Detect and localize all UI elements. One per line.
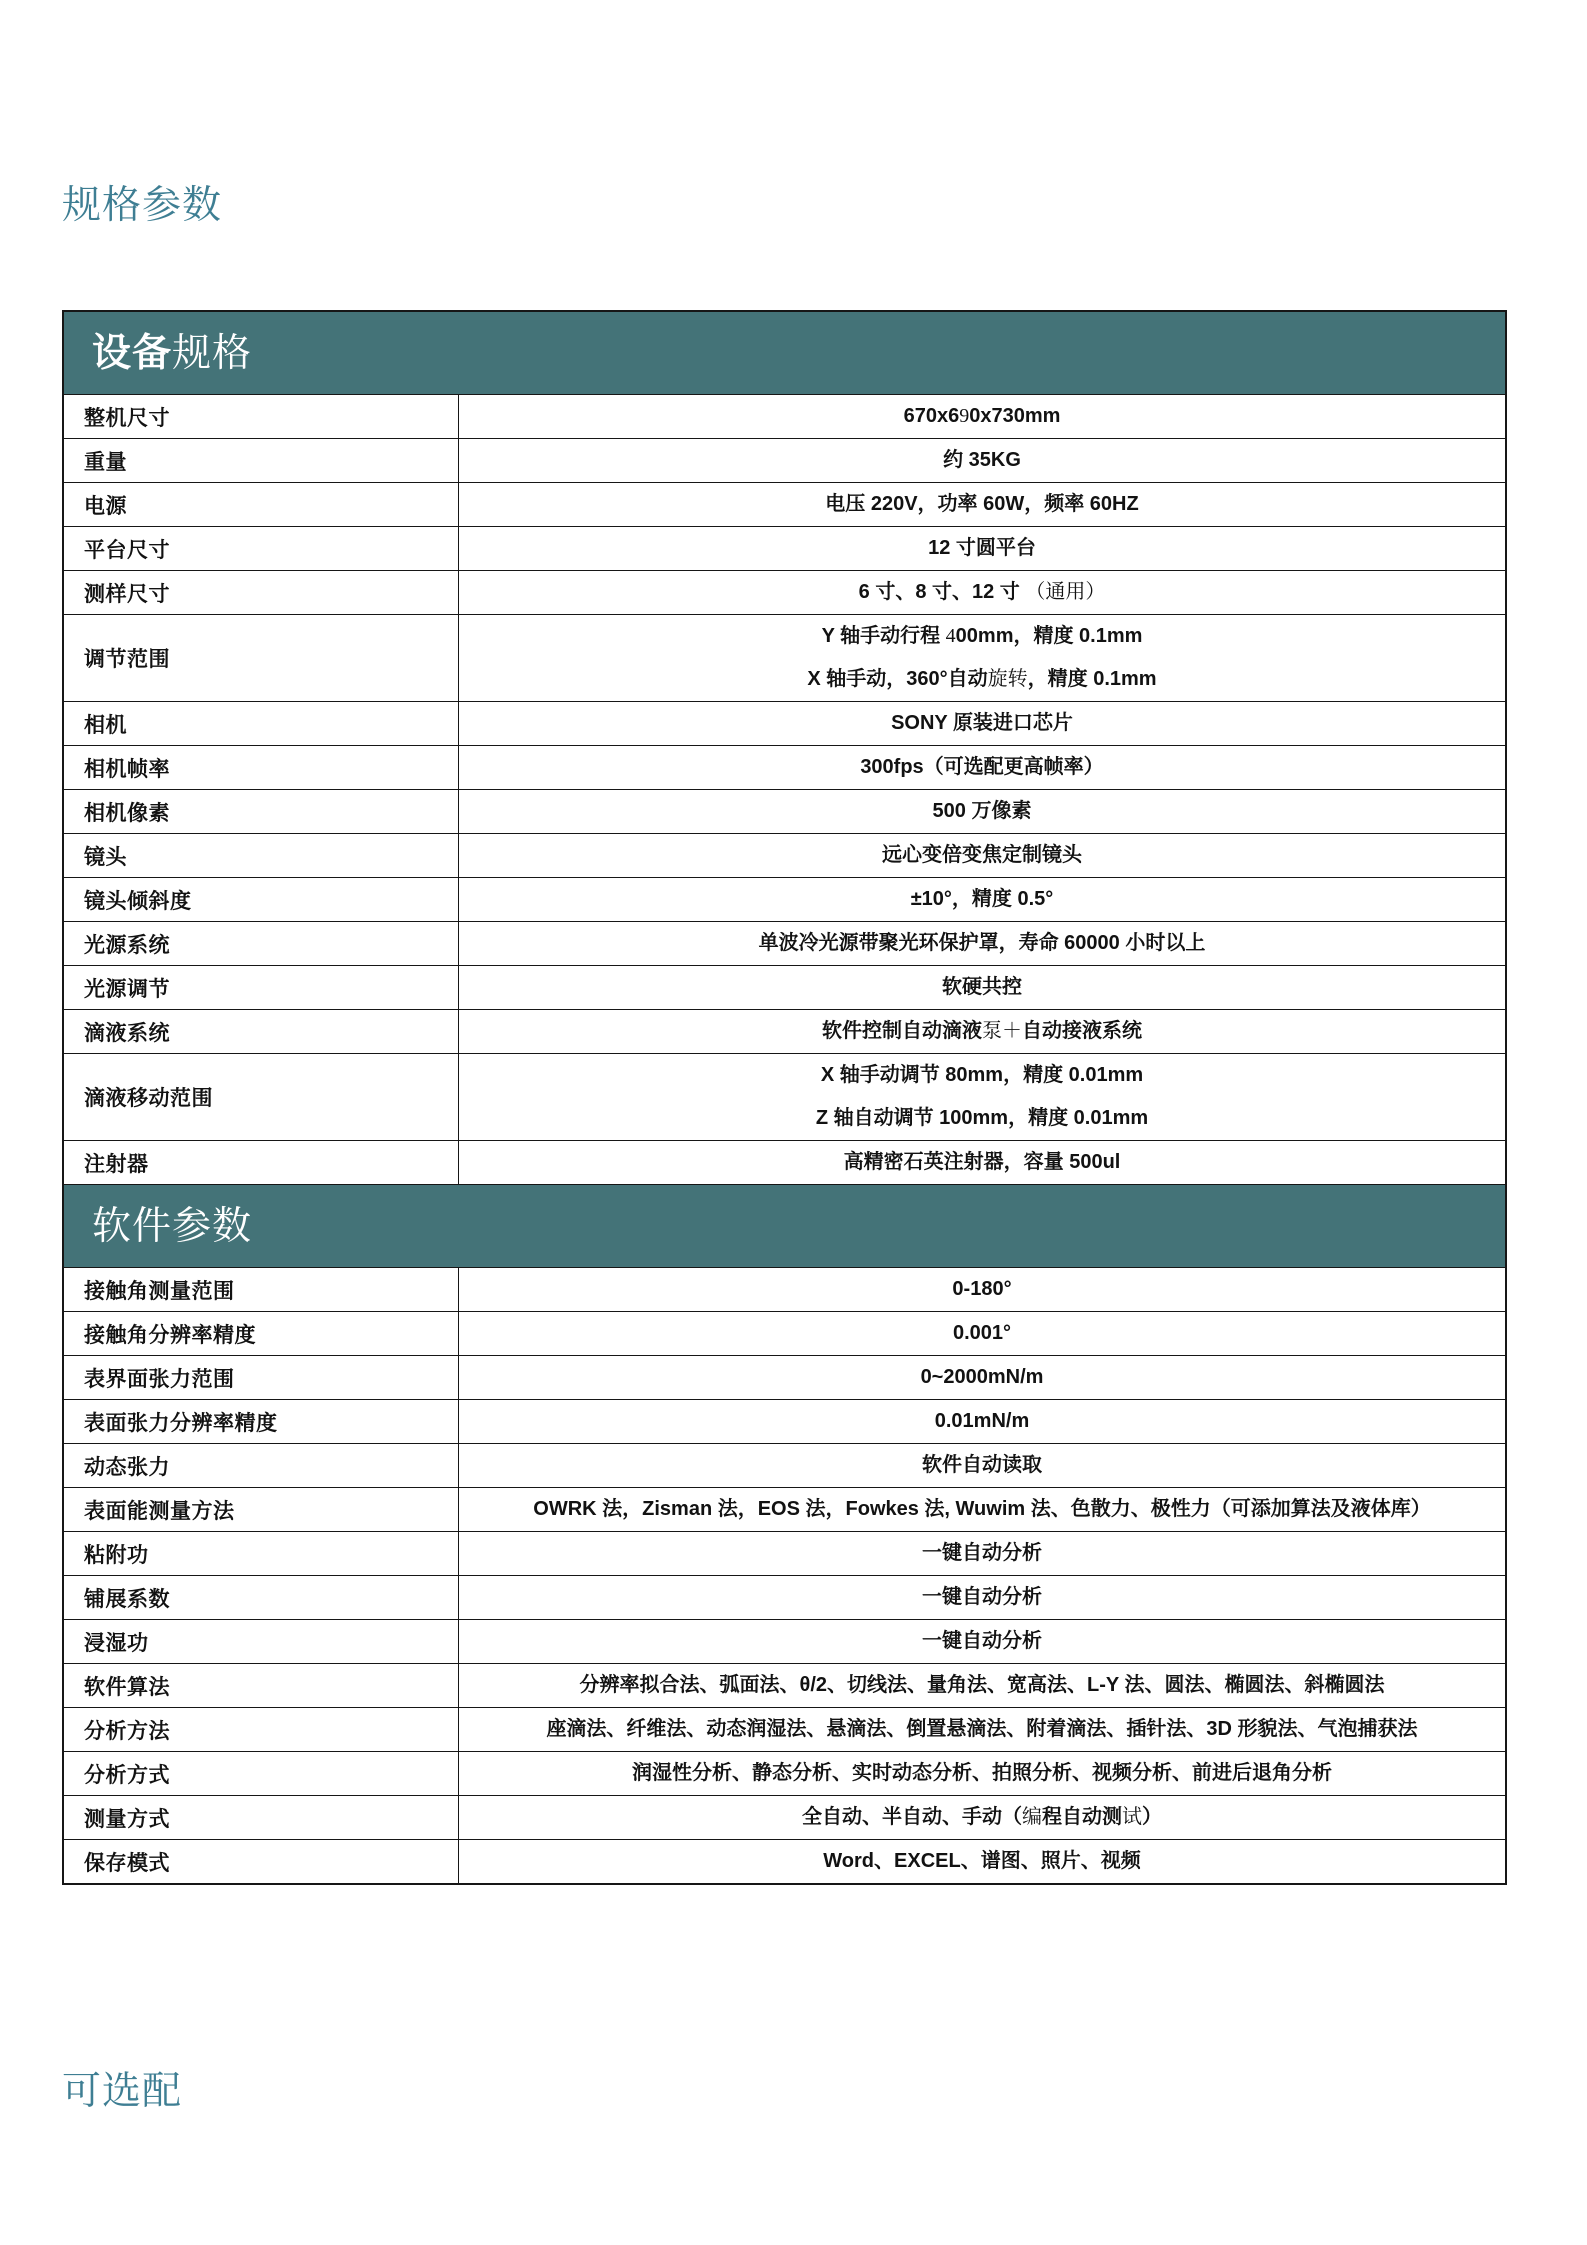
- spec-row-value: [459, 1054, 1505, 1140]
- spec-value-text: 编: [1022, 1806, 1042, 1828]
- spec-value-line: [904, 395, 1061, 438]
- spec-row: [64, 701, 1505, 745]
- spec-row-label: 滴液移动范围: [64, 1054, 459, 1140]
- spec-row: [64, 877, 1505, 921]
- spec-row: [64, 1355, 1505, 1399]
- spec-row-value: [459, 395, 1505, 438]
- spec-value-text: 试: [1122, 1806, 1142, 1828]
- spec-row: [64, 1531, 1505, 1575]
- spec-row-value: [459, 527, 1505, 570]
- spec-row: [64, 570, 1505, 614]
- spec-row-label: 整机尺寸: [64, 395, 459, 438]
- spec-value-line: [533, 1488, 1430, 1531]
- spec-row: [64, 1443, 1505, 1487]
- spec-value-text: 软件自动读取: [922, 1454, 1042, 1476]
- spec-row: [64, 833, 1505, 877]
- spec-row-label: 测样尺寸: [64, 571, 459, 614]
- spec-row-label: 分析方式: [64, 1752, 459, 1795]
- spec-value-text: X 轴手动调节 80mm，精度 0.01mm: [820, 1064, 1144, 1086]
- spec-row: [64, 1839, 1505, 1883]
- spec-row-value: [459, 1708, 1505, 1751]
- spec-row-label: 镜头: [64, 834, 459, 877]
- spec-row-value: [459, 439, 1505, 482]
- spec-value-line: [822, 1010, 1142, 1053]
- spec-row-label: 表面能测量方法: [64, 1488, 459, 1531]
- spec-value-line: [882, 834, 1082, 877]
- spec-row: [64, 1140, 1505, 1184]
- spec-row-value: [459, 483, 1505, 526]
- spec-row-label: 光源系统: [64, 922, 459, 965]
- spec-value-text: 0-180°: [952, 1278, 1012, 1300]
- spec-value-text: 高精密石英注射器，容量 500ul: [843, 1151, 1121, 1173]
- spec-value-text: 旋转: [987, 668, 1028, 690]
- spec-row: [64, 789, 1505, 833]
- spec-row-value: [459, 1010, 1505, 1053]
- spec-value-line: [933, 790, 1032, 833]
- spec-row-label: 滴液系统: [64, 1010, 459, 1053]
- spec-value-line: [921, 1356, 1044, 1399]
- spec-row: [64, 1009, 1505, 1053]
- spec-value-text: 00mm，精度 0.1mm: [955, 625, 1143, 647]
- spec-row-label: 保存模式: [64, 1840, 459, 1883]
- spec-row: [64, 394, 1505, 438]
- spec-value-line: [860, 746, 1103, 789]
- spec-row: [64, 1487, 1505, 1531]
- spec-row-value: [459, 1268, 1505, 1311]
- spec-value-line: [943, 439, 1021, 482]
- spec-row-label: 软件算法: [64, 1664, 459, 1707]
- spec-row-label: 镜头倾斜度: [64, 878, 459, 921]
- spec-value-text: 约 35KG: [943, 449, 1021, 471]
- spec-row-value: [459, 966, 1505, 1009]
- spec-value-line: [802, 1796, 1162, 1839]
- spec-value-line: [911, 878, 1054, 921]
- spec-row-label: 表界面张力范围: [64, 1356, 459, 1399]
- spec-value-text: 全自动、半自动、手动（: [802, 1806, 1022, 1828]
- spec-value-text: ±10°，精度 0.5°: [910, 888, 1054, 910]
- spec-value-line: [632, 1752, 1332, 1795]
- spec-value-text: 0.01mN/m: [934, 1410, 1030, 1432]
- spec-value-text: SONY 原装进口芯片: [891, 712, 1073, 734]
- spec-value-text: 670x6: [903, 405, 960, 427]
- spec-value-text: 远心变倍变焦定制镜头: [882, 844, 1082, 866]
- spec-row: [64, 1707, 1505, 1751]
- spec-row: [64, 745, 1505, 789]
- page-title: 规格参数: [62, 184, 223, 227]
- spec-value-line: [952, 1268, 1011, 1311]
- spec-value-text: 泵＋: [982, 1020, 1022, 1042]
- spec-row-value: [459, 615, 1505, 701]
- spec-row: [64, 1619, 1505, 1663]
- spec-value-text: 润湿性分析、静态分析、实时动态分析、拍照分析、视频分析、前进后退角分析: [632, 1762, 1332, 1784]
- spec-value-text: （通用）: [1025, 581, 1106, 603]
- spec-value-text: 0.001°: [952, 1322, 1012, 1344]
- spec-row-value: [459, 746, 1505, 789]
- spec-row-label: 表面张力分辨率精度: [64, 1400, 459, 1443]
- spec-row: [64, 965, 1505, 1009]
- spec-row: [64, 921, 1505, 965]
- spec-value-line: [546, 1708, 1417, 1751]
- spec-row-label: 相机像素: [64, 790, 459, 833]
- spec-row-value: [459, 1312, 1505, 1355]
- spec-value-text: 自动接液系统: [1022, 1020, 1142, 1042]
- spec-value-line: [928, 527, 1036, 570]
- spec-row: [64, 1751, 1505, 1795]
- spec-value-line: [935, 1400, 1030, 1443]
- spec-value-line: [825, 483, 1138, 526]
- spec-row-label: 重量: [64, 439, 459, 482]
- spec-row-label: 测量方式: [64, 1796, 459, 1839]
- spec-row-value: [459, 1576, 1505, 1619]
- spec-value-line: [816, 1097, 1148, 1140]
- spec-value-text: 0x730mm: [969, 405, 1061, 427]
- spec-value-line: [953, 1312, 1011, 1355]
- spec-value-text: 6 寸、8 寸、12 寸: [858, 581, 1026, 603]
- spec-value-text: 9: [959, 405, 970, 427]
- section-header-label: 软件参数: [92, 1204, 253, 1248]
- spec-row-label: 接触角测量范围: [64, 1268, 459, 1311]
- spec-row-label: 光源调节: [64, 966, 459, 1009]
- section-header-label: 设备: [92, 331, 173, 375]
- spec-value-text: 程自动测: [1042, 1806, 1122, 1828]
- spec-row: [64, 1399, 1505, 1443]
- spec-value-text: 300fps（可选配更高帧率）: [860, 756, 1104, 778]
- spec-value-text: 电压 220V，功率 60W，频率 60HZ: [825, 493, 1139, 515]
- spec-value-line: [922, 1532, 1042, 1575]
- spec-value-text: OWRK 法，Zisman 法，EOS 法，Fowkes 法, Wuwim 法、色散力、极性力（可添加算法及液体库）: [533, 1498, 1431, 1520]
- spec-value-text: 12 寸圆平台: [928, 537, 1036, 559]
- spec-value-text: 4: [945, 625, 956, 647]
- spec-value-line: [942, 966, 1022, 1009]
- spec-row: [64, 438, 1505, 482]
- spec-row-value: [459, 1444, 1505, 1487]
- spec-value-text: 一键自动分析: [922, 1630, 1042, 1652]
- spec-row-value: [459, 790, 1505, 833]
- section-header-software-params: [64, 1184, 1505, 1267]
- spec-value-text: ，精度 0.1mm: [1027, 668, 1157, 690]
- spec-value-text: 0~2000mN/m: [920, 1366, 1044, 1388]
- bottom-title: 可选配: [62, 2070, 183, 2113]
- spec-row-label: 分析方法: [64, 1708, 459, 1751]
- spec-value-text: 分辨率拟合法、弧面法、θ/2、切线法、量角法、宽高法、L-Y 法、圆法、椭圆法、斜椭圆法: [579, 1674, 1385, 1696]
- spec-value-text: ）: [1142, 1806, 1162, 1828]
- spec-row-label: 相机帧率: [64, 746, 459, 789]
- spec-value-line: [823, 1840, 1140, 1883]
- spec-row-label: 粘附功: [64, 1532, 459, 1575]
- spec-row-value: [459, 1400, 1505, 1443]
- spec-row: [64, 614, 1505, 701]
- spec-value-line: [922, 1576, 1042, 1619]
- section-header-label: 规格: [172, 331, 253, 375]
- spec-table: [62, 310, 1507, 1885]
- spec-row-value: [459, 571, 1505, 614]
- spec-value-text: 一键自动分析: [922, 1542, 1042, 1564]
- spec-row-value: [459, 1796, 1505, 1839]
- spec-value-text: 软件控制自动滴液: [822, 1020, 982, 1042]
- spec-row-value: [459, 1141, 1505, 1184]
- spec-value-text: 软硬共控: [942, 976, 1022, 998]
- spec-value-line: [822, 615, 1143, 658]
- spec-row-value: [459, 878, 1505, 921]
- spec-row-label: 注射器: [64, 1141, 459, 1184]
- spec-row-label: 动态张力: [64, 1444, 459, 1487]
- spec-value-line: [844, 1141, 1121, 1184]
- spec-row-label: 调节范围: [64, 615, 459, 701]
- spec-row: [64, 1663, 1505, 1707]
- spec-value-line: [922, 1620, 1042, 1663]
- spec-value-text: 单波冷光源带聚光环保护罩，寿命 60000 小时以上: [758, 932, 1206, 954]
- spec-row: [64, 1267, 1505, 1311]
- section-header-device-specs: [64, 312, 1505, 394]
- spec-value-text: X 轴手动，360°自动: [807, 668, 988, 690]
- spec-row: [64, 526, 1505, 570]
- spec-row-value: [459, 702, 1505, 745]
- spec-value-text: Z 轴自动调节 100mm，精度 0.01mm: [815, 1107, 1149, 1129]
- spec-row: [64, 1795, 1505, 1839]
- spec-value-line: [807, 658, 1156, 701]
- spec-row-label: 铺展系数: [64, 1576, 459, 1619]
- spec-value-line: [759, 922, 1206, 965]
- spec-value-text: 500 万像素: [932, 800, 1032, 822]
- spec-row: [64, 1053, 1505, 1140]
- spec-row-label: 接触角分辨率精度: [64, 1312, 459, 1355]
- spec-value-line: [859, 571, 1106, 614]
- spec-value-text: 一键自动分析: [922, 1586, 1042, 1608]
- spec-row-value: [459, 1840, 1505, 1883]
- spec-row-label: 电源: [64, 483, 459, 526]
- spec-row-value: [459, 1620, 1505, 1663]
- spec-row-label: 浸湿功: [64, 1620, 459, 1663]
- spec-value-text: Y 轴手动行程: [821, 625, 946, 647]
- spec-row: [64, 1575, 1505, 1619]
- spec-value-text: Word、EXCEL、谱图、照片、视频: [823, 1850, 1141, 1872]
- spec-row-value: [459, 1752, 1505, 1795]
- spec-value-line: [891, 702, 1073, 745]
- spec-value-text: 座滴法、纤维法、动态润湿法、悬滴法、倒置悬滴法、附着滴法、插针法、3D 形貌法、气泡捕获法: [546, 1718, 1418, 1740]
- spec-value-line: [922, 1444, 1042, 1487]
- spec-row: [64, 482, 1505, 526]
- spec-row-value: [459, 922, 1505, 965]
- spec-row-value: [459, 1488, 1505, 1531]
- spec-row-value: [459, 1532, 1505, 1575]
- spec-row-value: [459, 1664, 1505, 1707]
- spec-row-label: 平台尺寸: [64, 527, 459, 570]
- spec-row-label: 相机: [64, 702, 459, 745]
- spec-row-value: [459, 1356, 1505, 1399]
- spec-value-line: [580, 1664, 1385, 1707]
- spec-row-value: [459, 834, 1505, 877]
- spec-row: [64, 1311, 1505, 1355]
- spec-value-line: [821, 1054, 1143, 1097]
